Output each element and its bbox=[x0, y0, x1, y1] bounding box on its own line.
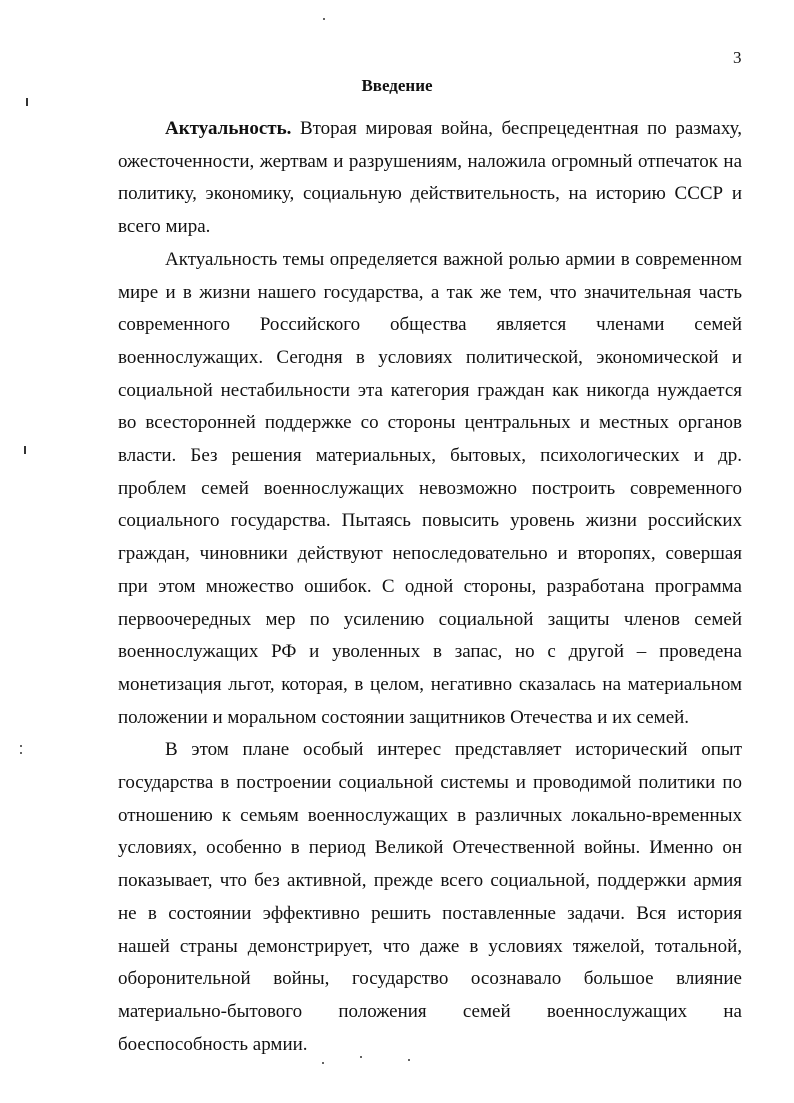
section-heading: Введение bbox=[361, 76, 433, 95]
scan-mark bbox=[20, 745, 22, 747]
scan-mark bbox=[26, 98, 28, 106]
scan-mark bbox=[408, 1059, 410, 1061]
page-number: 3 bbox=[733, 48, 742, 67]
paragraph-text: Вторая мировая война, беспрецедентная по размаху, ожесточенности, жертвам и разрушениям, наложила огромный отпечаток на политику, экономику, социальную действительность, на историю СССР и всего мира. bbox=[118, 118, 742, 238]
scan-mark bbox=[323, 18, 325, 20]
scan-mark bbox=[24, 446, 26, 454]
scan-mark bbox=[360, 1056, 362, 1058]
paragraph-lead: Актуальность. bbox=[165, 118, 292, 139]
paragraph-relevance bbox=[118, 113, 742, 244]
paragraph-historical-experience: В этом плане особый интерес представляет исторический опыт государства в построении социальной системы и проводимой политики по отношению к семьям военнослужащих в различных локально-временных условиях, особенно в период Великой Отечественной войны. Именно он показывает, что без активной, прежде всего социальной, поддержки армия не в состоянии эффективно решить поставленные задачи. Вся история нашей страны демонстрирует, что даже в условиях тяжелой, тотальной, оборонительной войны, государство осознавало большое влияние материально-бытового положения семей военнослужащих на боеспособность армии. bbox=[118, 739, 742, 1055]
body-text bbox=[118, 113, 742, 1061]
scan-mark bbox=[20, 752, 22, 754]
paragraph-topic: Актуальность темы определяется важной ролью армии в современном мире и в жизни нашего государства, а так же тем, что значительная часть современного Российского общества является членами семей военнослужащих. Сегодня в условиях политической, экономической и социальной нестабильности эта категория граждан как никогда нуждается во всесторонней поддержке со стороны центральных и местных органов власти. Без решения материальных, бытовых, психологических и др. проблем семей военнослужащих невозможно построить современного социального государства. Пытаясь повысить уровень жизни российских граждан, чиновники действуют непоследовательно и второпях, совершая при этом множество ошибок. С одной стороны, разработана программа первоочередных мер по усилению социальной защиты членов семей военнослужащих РФ и уволенных в запас, но с другой – проведена монетизация льгот, которая, в целом, негативно сказалась на материальном положении и моральном состоянии защитников Отечества и их семей. bbox=[118, 248, 742, 728]
scan-mark bbox=[322, 1062, 324, 1064]
